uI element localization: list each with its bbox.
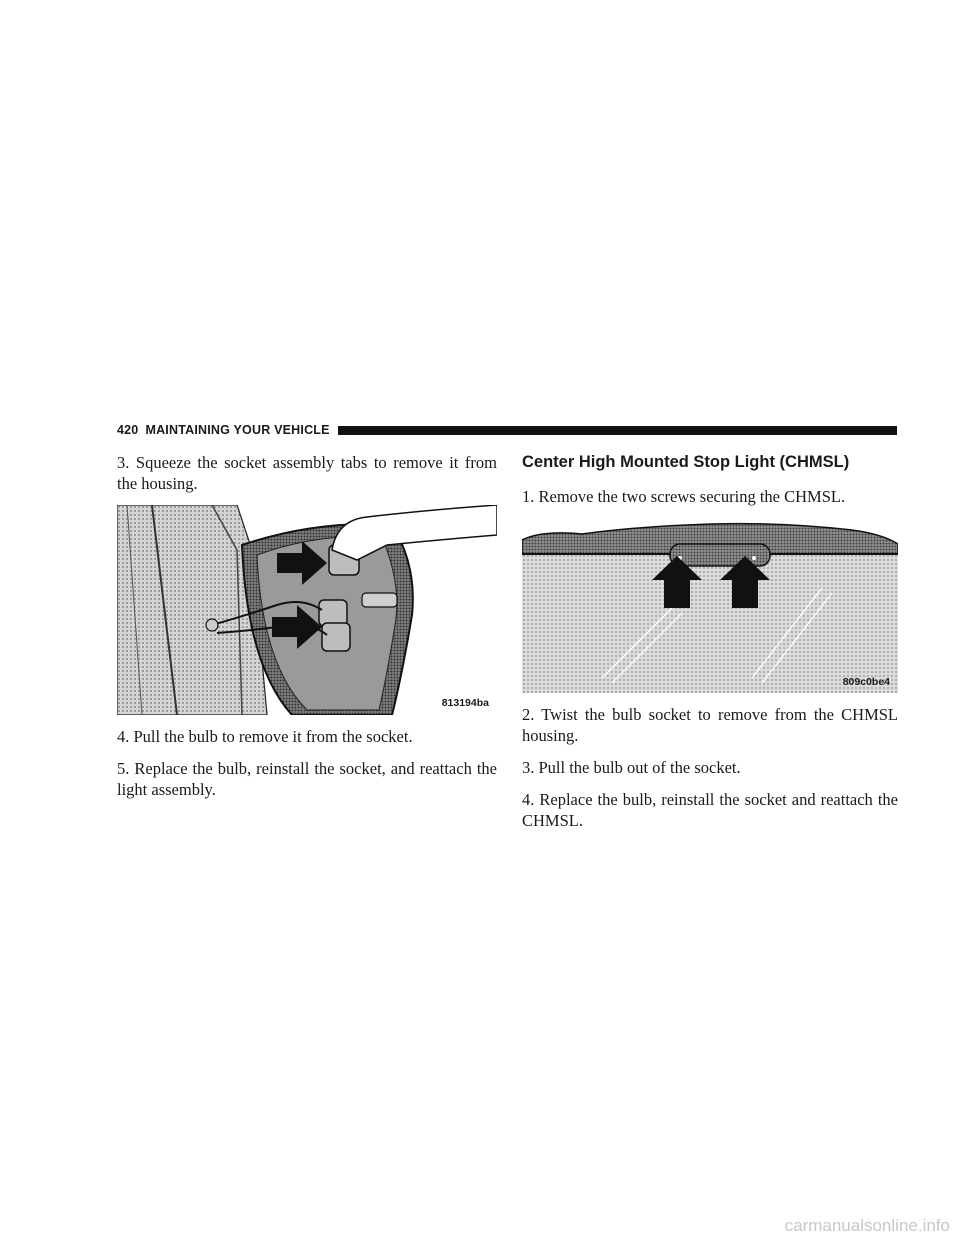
figure-code: 809c0be4 [842,676,890,688]
chmsl-heading: Center High Mounted Stop Light (CHMSL) [522,453,850,471]
right-column [522,452,898,842]
left-column [117,452,497,811]
step-5-text: 5. Replace the bulb, reinstall the socket, and reattach the light assembly. [117,759,497,799]
step-4-text: 4. Pull the bulb to remove it from the socket. [117,727,413,746]
step-3-text: 3. Squeeze the socket assembly tabs to remove it from the housing. [117,453,497,493]
chmsl-step-4-text: 4. Replace the bulb, reinstall the socket and reattach the CHMSL. [522,790,898,830]
chmsl-step-3-text: 3. Pull the bulb out of the socket. [522,758,741,777]
chmsl-step-2-text: 2. Twist the bulb socket to remove from the CHMSL housing. [522,705,898,745]
tail-lamp-illustration [117,505,497,715]
chmsl-step-1-text: 1. Remove the two screws securing the CHMSL. [522,487,846,506]
header-rule [338,426,897,435]
watermark: carmanualsonline.info [784,1216,950,1235]
chmsl-illustration [522,518,898,693]
page-number: 420 [117,423,139,437]
section-title: MAINTAINING YOUR VEHICLE [145,423,330,437]
tail-lamp-socket-figure [117,505,497,715]
chmsl-figure [522,518,898,693]
figure-code: 813194ba [441,697,489,709]
page-header [117,421,897,439]
